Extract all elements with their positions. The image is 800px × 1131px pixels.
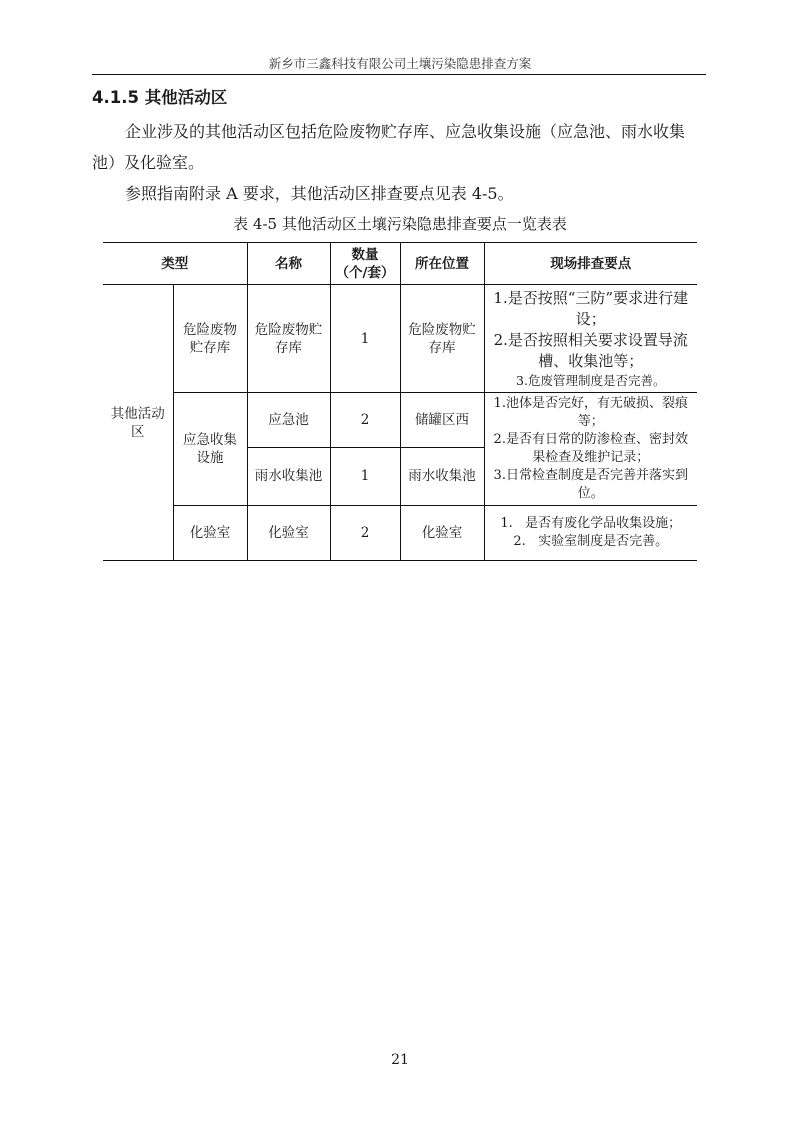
table-row [103,285,697,393]
table-caption: 表 4-5 其他活动区土壤污染隐患排查要点一览表表 [233,215,567,233]
point-item: 2.是否有日常的防渗检查、密封效果检查及维护记录； [493,432,688,465]
subtype-cell: 应急收集设施 [173,393,247,506]
inspection-points-table [103,242,697,561]
location-cell: 危险废物贮存库 [400,285,484,393]
location-cell: 雨水收集池 [400,447,484,505]
quantity-cell: 1 [330,447,400,505]
table-row [103,393,697,448]
header-type: 类型 [103,243,247,285]
header-rule [92,74,706,75]
page-number: 21 [391,1052,409,1068]
point-item: 3.危废管理制度是否完善。 [516,373,666,388]
points-cell [484,285,697,393]
point-item: 2.是否按照相关要求设置导流槽、收集池等； [493,331,688,370]
quantity-cell: 2 [330,506,400,561]
header-location: 所在位置 [400,243,484,285]
quantity-cell: 2 [330,393,400,448]
header-quantity-line1: 数量 [351,246,379,263]
location-cell: 化验室 [400,506,484,561]
running-header: 新乡市三鑫科技有限公司土壤污染隐患排查方案 [268,56,532,71]
header-points: 现场排查要点 [484,243,697,285]
name-cell: 应急池 [247,393,330,448]
points-cell [484,393,697,506]
location-cell: 储罐区西 [400,393,484,448]
point-item: 3.日常检查制度是否完善并落实到位。 [493,468,688,501]
name-cell: 雨水收集池 [247,447,330,505]
name-cell: 危险废物贮存库 [247,285,330,393]
subtype-cell: 危险废物贮存库 [173,285,247,393]
category-cell: 其他活动区 [103,285,173,561]
paragraph-2: 参照指南附录 A 要求，其他活动区排查要点见表 4-5。 [125,184,514,203]
point-item: 1.池体是否完好，有无破损、裂痕等； [493,396,688,429]
name-cell: 化验室 [247,506,330,561]
point-item: 1.是否按照“三防”要求进行建设； [493,289,689,328]
paragraph-1: 企业涉及的其他活动区包括危险废物贮存库、应急收集设施（应急池、雨水收集池）及化验室。 [92,122,686,172]
header-quantity-line2: （个/套） [335,264,395,281]
points-cell [484,506,697,561]
header-name: 名称 [247,243,330,285]
section-heading: 4.1.5 其他活动区 [92,88,228,107]
table-row [103,506,697,561]
quantity-cell: 1 [330,285,400,393]
header-quantity [330,243,400,285]
point-item: 1. 是否有废化学品收集设施； [500,516,682,531]
table-header-row [103,243,697,285]
subtype-cell: 化验室 [173,506,247,561]
point-item: 2. 实验室制度是否完善。 [513,534,669,549]
